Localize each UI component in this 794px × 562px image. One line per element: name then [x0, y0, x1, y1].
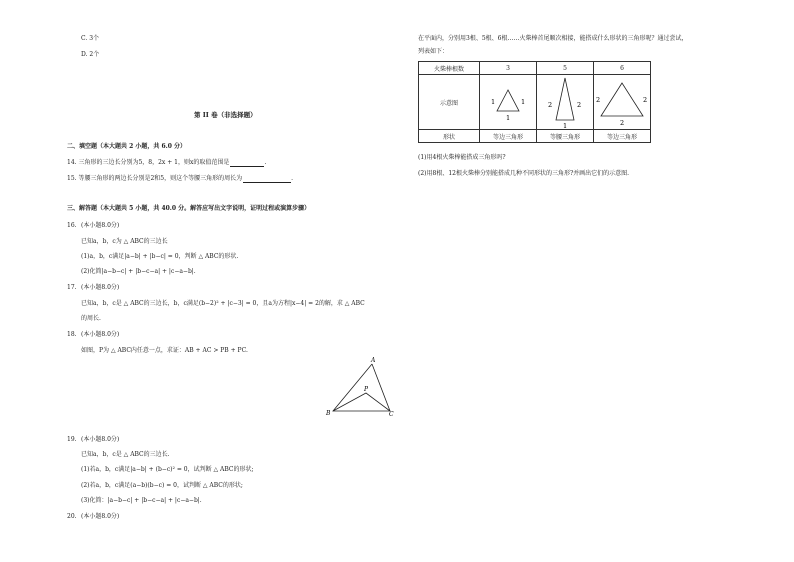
shape-cell: 等边三角形 — [480, 130, 537, 143]
q16-score: (本小题8.0分) — [81, 222, 120, 229]
q16-part1: (1)a，b，c满足|a−b| + |b−c| = 0，判断 △ ABC的形状. — [81, 253, 239, 260]
diagram-cell — [537, 75, 594, 130]
vertex-b-label: B — [326, 410, 331, 417]
q19-stem: 已知a，b，c是 △ ABC的三边长. — [81, 451, 170, 458]
svg-text:1: 1 — [521, 98, 526, 106]
q19-part2: (2)若a，b，c满足(a−b)(b−c) = 0，试判断 △ ABC的形状; — [81, 482, 243, 489]
q17-stem-line2: 的周长. — [81, 315, 101, 322]
shape-cell: 等边三角形 — [594, 130, 651, 143]
intro-line2: 列表如下： — [418, 48, 449, 55]
count-cell: 3 — [480, 62, 537, 75]
question-15: 15. 等腰三角形的两边长分别是2和5，则这个等腰三角形的周长为 . — [67, 175, 294, 182]
svg-text:2: 2 — [577, 101, 582, 109]
solve-heading: 三、解答题（本大题共 5 小题，共 40.0 分。解答应写出文字说明，证明过程或演算步骤） — [67, 205, 311, 212]
q19-part1: (1)若a，b，c满足|a−b| + (b−c)² = 0，试判断 △ ABC的形状; — [81, 466, 254, 473]
q17-number: 17. — [67, 284, 77, 291]
table-row — [419, 75, 651, 130]
count-cell: 5 — [537, 62, 594, 75]
svg-text:2: 2 — [620, 119, 625, 127]
q17-stem-line1: 已知a，b，c是 △ ABC的三边长，b，c满足(b−2)² + |c−3| = 0，且a为方程|x−4| = 2的解，求 △ ABC — [81, 300, 365, 307]
right-question-1: (1)用4根火柴棒能搭成三角形吗? — [418, 154, 506, 161]
q19-score: (本小题8.0分) — [81, 436, 120, 443]
count-cell: 6 — [594, 62, 651, 75]
triangle-3-diagram — [488, 79, 528, 125]
triangle-5-diagram — [545, 75, 585, 129]
matchstick-table — [418, 61, 651, 143]
q18-number: 18. — [67, 331, 77, 338]
option-d: D. 2个 — [81, 51, 100, 58]
q19-part3: (3)化简：|a−b−c| + |b−c−a| + |c−a−b|. — [81, 497, 202, 504]
intro-line1: 在平面内，分别用3根、5根、6根……火柴棒首尾顺次相接，能搭成什么形状的三角形呢？通过尝试， — [418, 35, 688, 42]
q18-stem: 如图，P为 △ ABC内任意一点，求证：AB + AC > PB + PC. — [81, 347, 248, 354]
q20-number: 20. — [67, 513, 77, 520]
svg-text:2: 2 — [596, 96, 601, 104]
svg-text:1: 1 — [506, 114, 511, 122]
shape-cell: 等腰三角形 — [537, 130, 594, 143]
diagram-cell — [594, 75, 651, 130]
shape-label: 形状 — [419, 130, 480, 143]
q16-number: 16. — [67, 222, 77, 229]
point-p-label: P — [364, 386, 369, 393]
table-row — [419, 130, 651, 143]
q19-number: 19. — [67, 436, 77, 443]
q16-stem: 已知a，b，c为 △ ABC的三边长 — [81, 238, 168, 245]
diagram-label: 示意图 — [419, 75, 480, 130]
svg-text:1: 1 — [563, 122, 568, 129]
q17-score: (本小题8.0分) — [81, 284, 120, 291]
q18-score: (本小题8.0分) — [81, 331, 120, 338]
fill-in-heading: 二、填空题（本大题共 2 小题，共 6.0 分） — [67, 143, 186, 150]
svg-text:2: 2 — [643, 96, 648, 104]
question-14: 14. 三角形的三边长分别为5，8，2x + 1，则x的取值范围是 . — [67, 159, 267, 166]
vertex-c-label: C — [389, 411, 394, 418]
svg-text:2: 2 — [548, 101, 553, 109]
q18-triangle-figure — [322, 355, 396, 419]
svg-text:1: 1 — [491, 98, 496, 106]
q20-score: (本小题8.0分) — [81, 513, 120, 520]
triangle-6-diagram — [594, 77, 650, 127]
header-count-label: 火柴棒根数 — [419, 62, 480, 75]
part2-title: 第 II 卷（非选择题） — [194, 111, 257, 119]
diagram-cell — [480, 75, 537, 130]
option-c: C. 3个 — [81, 35, 100, 42]
q16-part2: (2)化简|a−b−c| + |b−c−a| + |c−a−b|. — [81, 268, 196, 275]
right-question-2: (2)用8根、12根火柴棒分别能搭成几种不同形状的三角形?并画出它们的示意图. — [418, 170, 630, 177]
vertex-a-label: A — [371, 357, 376, 364]
table-row — [419, 62, 651, 75]
